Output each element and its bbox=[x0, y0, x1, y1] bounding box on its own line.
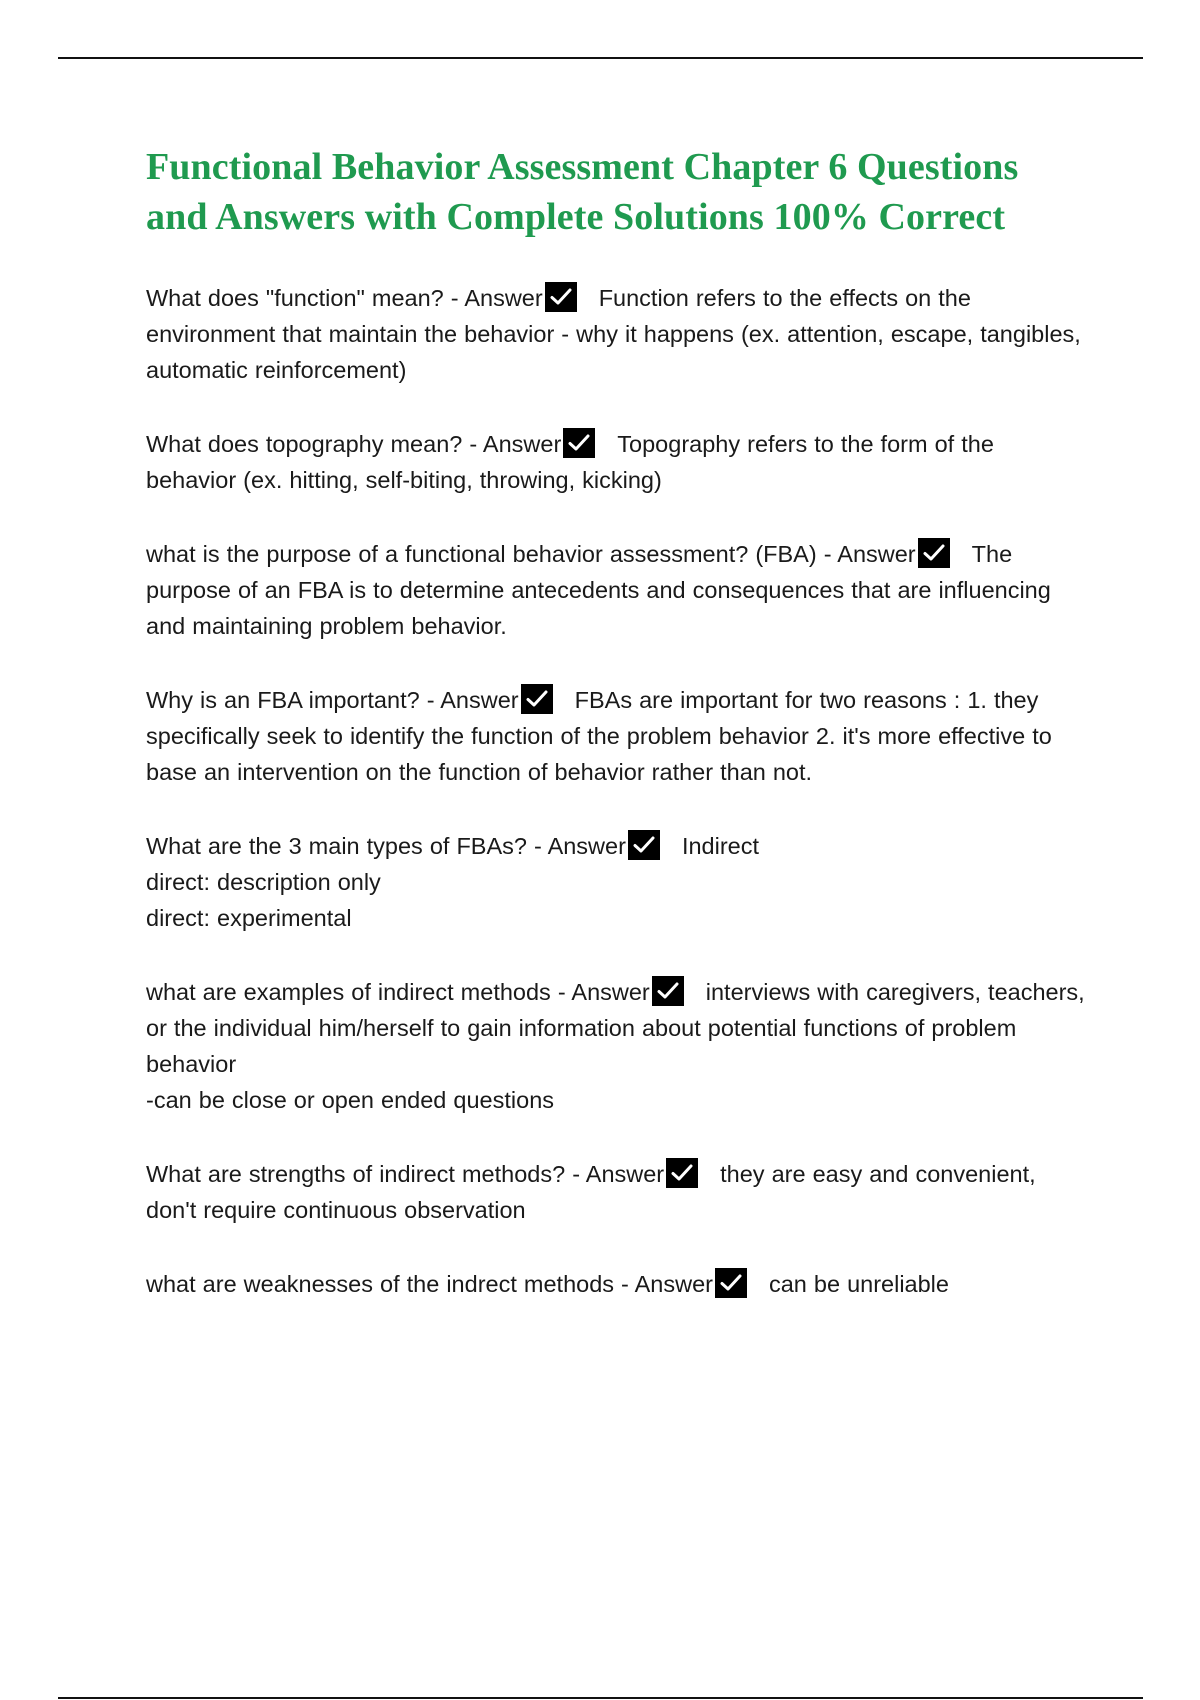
qa-item bbox=[146, 1156, 1086, 1228]
answer-text: can be unreliable bbox=[768, 1271, 949, 1297]
answer-text: Function refers to the effects on the environment that maintain the behavior - why it happens (ex. attention, escape, tangibles, automatic reinforcement) bbox=[146, 285, 1081, 383]
qa-item bbox=[146, 682, 1086, 790]
question-text: What does topography mean? - Answer bbox=[146, 431, 562, 457]
question-text: What does "function" mean? - Answer bbox=[146, 285, 543, 311]
qa-main-line bbox=[146, 974, 1086, 1082]
qa-item bbox=[146, 1266, 1086, 1302]
answer-text: Topography refers to the form of the behavior (ex. hitting, self-biting, throwing, kicking) bbox=[146, 431, 994, 493]
checkmark-box-icon bbox=[545, 282, 577, 312]
document-title: Functional Behavior Assessment Chapter 6 Questions and Answers with Complete Solutions 100% Correct bbox=[146, 146, 1019, 238]
qa-main-line bbox=[146, 1156, 1086, 1228]
qa-item bbox=[146, 280, 1086, 388]
qa-main-line bbox=[146, 1266, 1086, 1302]
answer-extra-line: -can be close or open ended questions bbox=[146, 1087, 555, 1113]
answer-text: FBAs are important for two reasons : 1. they specifically seek to identify the function of the problem behavior 2. it's more effective to base an intervention on the function of behavior rather than not. bbox=[146, 687, 1052, 785]
checkmark-box-icon bbox=[918, 538, 950, 568]
qa-main-line bbox=[146, 536, 1086, 644]
document-body bbox=[146, 142, 1086, 1340]
question-text: Why is an FBA important? - Answer bbox=[146, 687, 519, 713]
question-text: what are examples of indirect methods - Answer bbox=[146, 979, 650, 1005]
checkmark-box-icon bbox=[563, 428, 595, 458]
answer-extra-line: direct: experimental bbox=[146, 905, 352, 931]
qa-main-line bbox=[146, 426, 1086, 498]
top-rule bbox=[58, 57, 1143, 59]
bottom-rule bbox=[58, 1697, 1143, 1699]
answer-text: The purpose of an FBA is to determine antecedents and consequences that are influencing and maintaining problem behavior. bbox=[146, 541, 1051, 639]
checkmark-box-icon bbox=[521, 684, 553, 714]
answer-extra-line: direct: description only bbox=[146, 869, 381, 895]
checkmark-box-icon bbox=[628, 830, 660, 860]
qa-item bbox=[146, 536, 1086, 644]
question-text: what is the purpose of a functional behavior assessment? (FBA) - Answer bbox=[146, 541, 916, 567]
checkmark-box-icon bbox=[666, 1158, 698, 1188]
answer-text: interviews with caregivers, teachers, or the individual him/herself to gain information about potential functions of problem behavior bbox=[146, 979, 1085, 1077]
answer-text: they are easy and convenient, don't require continuous observation bbox=[146, 1161, 1036, 1223]
qa-list bbox=[146, 280, 1086, 1302]
qa-main-line bbox=[146, 682, 1086, 790]
qa-item bbox=[146, 974, 1086, 1118]
checkmark-box-icon bbox=[715, 1268, 747, 1298]
question-text: what are weaknesses of the indrect methods - Answer bbox=[146, 1271, 713, 1297]
question-text: What are the 3 main types of FBAs? - Answer bbox=[146, 833, 626, 859]
checkmark-box-icon bbox=[652, 976, 684, 1006]
qa-item bbox=[146, 426, 1086, 498]
answer-text: Indirect bbox=[681, 833, 760, 859]
qa-item bbox=[146, 828, 1086, 936]
qa-main-line bbox=[146, 828, 1086, 864]
question-text: What are strengths of indirect methods? - Answer bbox=[146, 1161, 665, 1187]
qa-main-line bbox=[146, 280, 1086, 388]
